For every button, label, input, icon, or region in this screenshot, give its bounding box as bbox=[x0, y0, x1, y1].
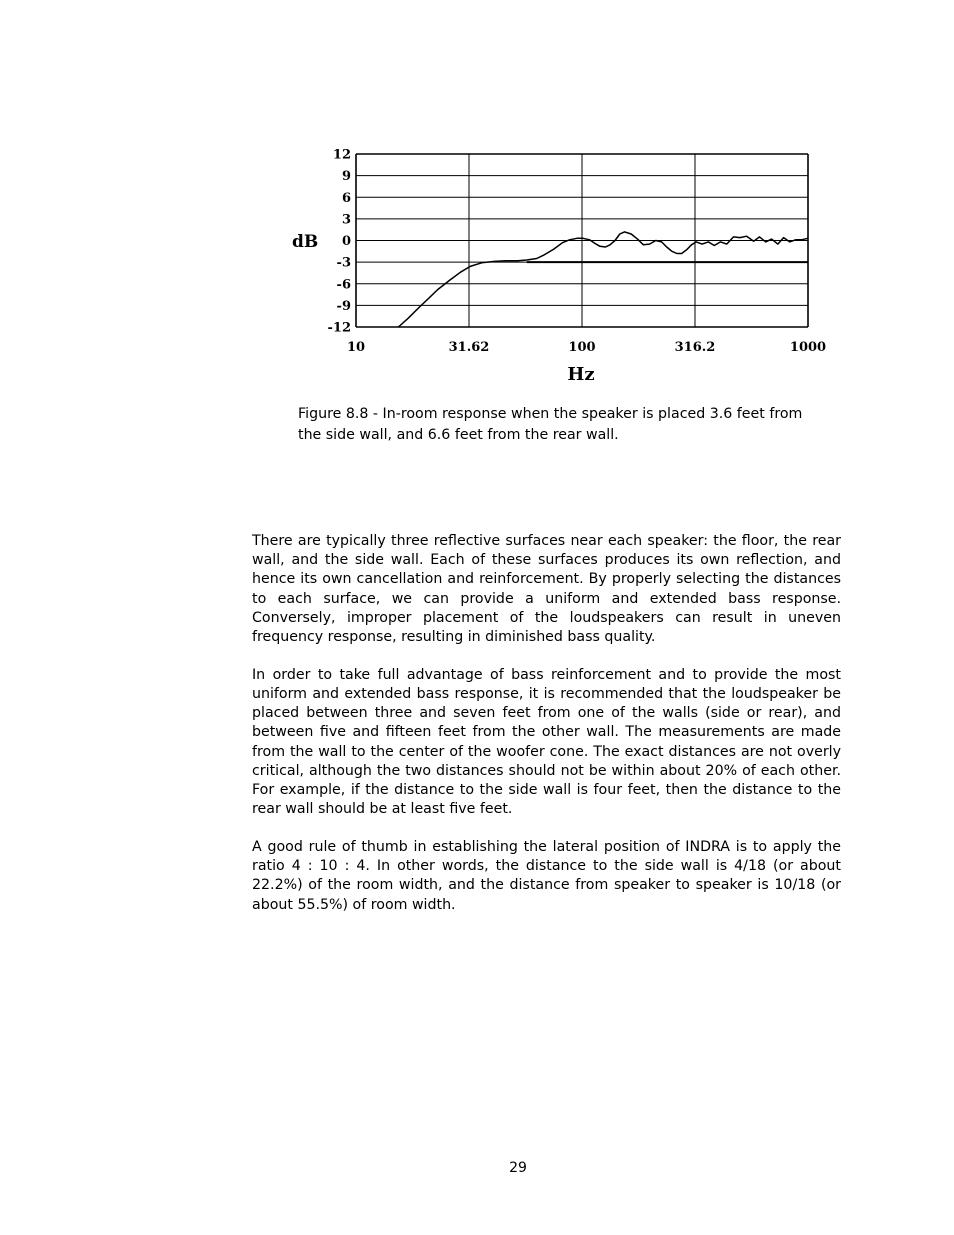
x-tick-label: 316.2 bbox=[674, 340, 716, 355]
y-tick-label: 0 bbox=[341, 234, 351, 249]
paragraph-2: In order to take full advantage of bass reinforcement and to provide the most uniform and extended bass response, it is recommended that the loudspeaker be placed between three and seven feet from one of the walls (side or rear), and between five and fifteen feet from the other wall. The measurements are made from the wall to the center of the woofer cone. The exact distances are not overly critical, although the two distances should not be within about 20% of each other. For example, if the distance to the side wall is four feet, then the distance to the rear wall should be at least five feet. bbox=[252, 666, 841, 818]
response-curve bbox=[398, 232, 808, 327]
frequency-response-chart bbox=[280, 140, 840, 390]
y-tick-label: 9 bbox=[341, 169, 351, 185]
caption-line-2: the side wall, and 6.6 feet from the rear wall. bbox=[298, 427, 619, 443]
y-tick-label: 3 bbox=[341, 212, 351, 228]
chart-grid bbox=[356, 154, 808, 327]
y-tick-label: -9 bbox=[336, 298, 351, 314]
page-number: 29 bbox=[509, 1160, 527, 1176]
y-tick-label: -6 bbox=[336, 277, 351, 293]
x-tick-label: 100 bbox=[568, 340, 596, 355]
x-tick-label: 31.62 bbox=[448, 340, 490, 355]
paragraph-3: A good rule of thumb in establishing the lateral position of INDRA is to apply the ratio 4 : 10 : 4. In other words, the distance to the side wall is 4/18 (or about 22.2%) of the room width, and the distance from speaker to speaker is 10/18 (or about 55.5%) of room width. bbox=[252, 839, 841, 913]
body-text bbox=[252, 532, 841, 933]
x-axis-label: Hz bbox=[567, 364, 595, 385]
caption-line-1: Figure 8.8 - In-room response when the speaker is placed 3.6 feet from bbox=[298, 406, 803, 422]
y-tick-label: -12 bbox=[327, 320, 351, 336]
y-tick-labels bbox=[328, 148, 352, 336]
y-tick-label: 12 bbox=[332, 147, 351, 163]
x-tick-label: 1000 bbox=[789, 340, 827, 355]
y-axis-label: dB bbox=[292, 232, 319, 252]
chart-series bbox=[398, 232, 808, 327]
x-tick-label: 10 bbox=[346, 340, 366, 355]
y-tick-label: -3 bbox=[336, 255, 351, 271]
paragraph-1: There are typically three reflective surfaces near each speaker: the floor, the rear wall, and the side wall. Each of these surfaces produces its own reflection, and hence its own cancellation and reinforcement. By properly selecting the distances to each surface, we can provide a uniform and extended bass response. Conversely, improper placement of the loudspeakers can result in uneven frequency response, resulting in diminished bass quality. bbox=[252, 533, 841, 646]
y-tick-label: 6 bbox=[341, 190, 351, 206]
figure-caption bbox=[298, 404, 838, 446]
x-tick-labels bbox=[347, 340, 826, 355]
